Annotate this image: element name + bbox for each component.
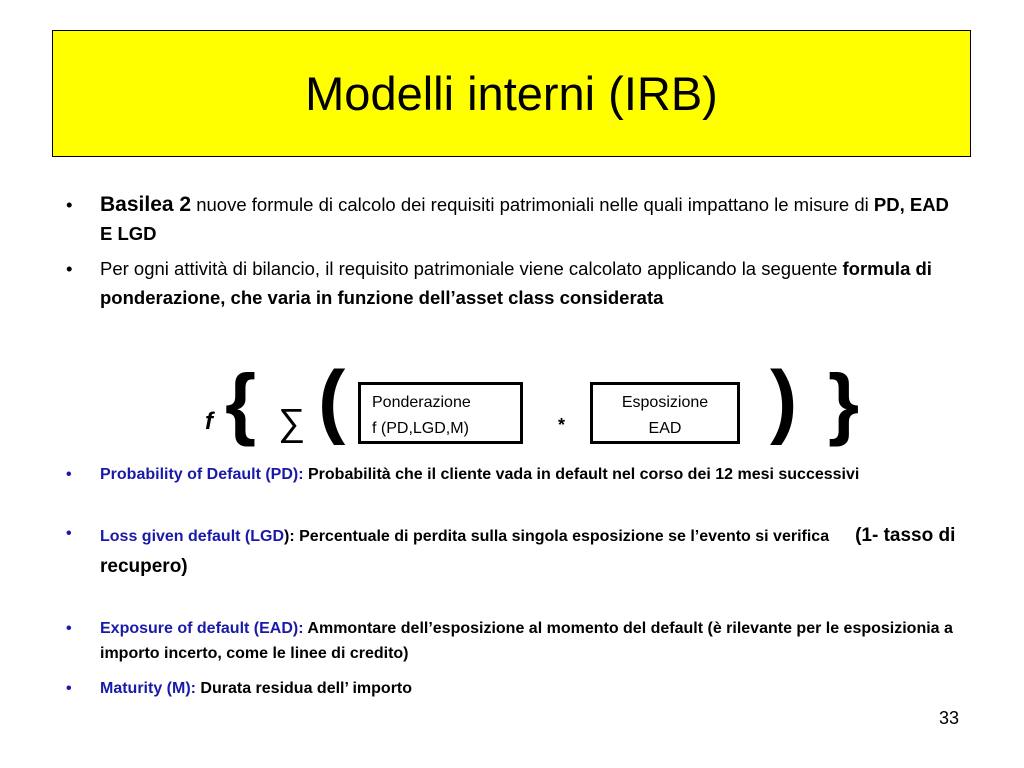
page-number: 33 [939, 708, 960, 728]
capital-formula [0, 355, 1024, 460]
title-banner [52, 30, 971, 157]
bullet-text [100, 676, 966, 701]
bullet-text [100, 462, 966, 487]
weighting-label: Ponderazione [372, 394, 471, 411]
bullet-basilea [66, 190, 966, 248]
bullet-bold: formula di ponderazione, che varia in funzione dell’asset class considerata [100, 258, 932, 308]
bullet-pd [66, 462, 966, 487]
bullet-marker: • [66, 620, 72, 637]
formula-f: f [205, 408, 213, 435]
weighting-box [358, 382, 523, 444]
term-pd: Probability of Default (PD): [100, 466, 304, 483]
formula-paren-close: ) [770, 355, 798, 446]
bullet-maturity [66, 676, 966, 701]
formula-times: * [558, 415, 566, 435]
slide-title: Modelli interni (IRB) [305, 67, 718, 120]
formula-brace-close: } [828, 358, 860, 447]
term-maturity: Maturity (M): [100, 680, 196, 697]
exposure-box [590, 382, 740, 444]
term-ead: Exposure of default (EAD): [100, 620, 304, 637]
definition-ead: Ammontare dell’esposizione al momento del default (è rilevante per le esposizionia a importo incerto, come le linee di credito) [100, 620, 953, 662]
bullet-formula-intro [66, 254, 966, 312]
bullet-text [100, 616, 966, 666]
bullet-ead [66, 616, 966, 666]
exposure-ead: EAD [648, 420, 682, 437]
bullet-body: Per ogni attività di bilancio, il requisito patrimoniale viene calcolato applicando la seguente [100, 258, 843, 279]
term-lgd: Loss given default (LGD [100, 528, 285, 545]
bullet-marker: • [66, 194, 73, 215]
exposure-label: Esposizione [621, 394, 709, 411]
formula-paren-open: ( [318, 355, 346, 446]
bullet-marker: • [66, 525, 72, 542]
bullet-marker: • [66, 258, 73, 279]
bullet-bold: PD, EAD E LGD [100, 194, 949, 244]
bullet-marker: • [66, 680, 72, 697]
definition-pd: Probabilità che il cliente vada in default nel corso dei 12 mesi successivi [303, 466, 860, 483]
bullet-lgd [66, 521, 966, 583]
formula-brace-open: { [225, 358, 257, 447]
weighting-function: f (PD,LGD,M) [372, 420, 469, 437]
bullet-text [100, 190, 966, 248]
definition-lgd: ): Percentuale di perdita sulla singola esposizione se l’evento si verifica [284, 528, 830, 545]
definition-maturity: Durata residua dell’ importo [195, 680, 413, 697]
bullet-text [100, 521, 966, 583]
bullet-body: nuove formule di calcolo dei requisiti patrimoniali nelle quali impattano le misure di [191, 194, 874, 215]
bullet-marker: • [66, 466, 72, 483]
lgd-recovery-note: (1- tasso di recupero) [100, 525, 956, 577]
bullet-text [100, 254, 966, 312]
bullet-lead: Basilea 2 [100, 193, 192, 216]
sigma-icon: ∑ [278, 402, 306, 444]
